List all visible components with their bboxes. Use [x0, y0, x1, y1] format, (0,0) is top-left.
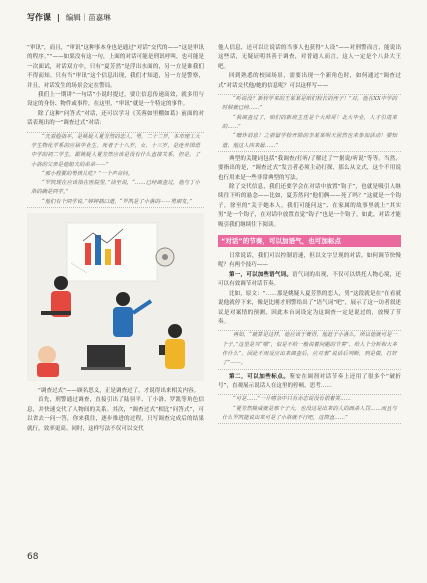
quote-line: 再如，“就算是这样，他应该于赛得，他赶于小落么，所以他就可是一个子。”这里是当“嗯”，似是不给一般说着问题的节奏”，给人个分析和大多作什么”，因此不用反应出来调查后，应对表“说话后判断，到是做，打好了”——。 — [222, 332, 397, 367]
illustration — [27, 213, 204, 381]
paragraph: “调查过式”——顾名思义，正是调查过了，才说得出来相关内容。 — [38, 388, 200, 395]
paragraph: 首先，刑警通过调查，直接引出了陆羽平、丁小洛、罗凯等角色信息，并快速交代了人物间的关系。其次，“调查过式”相比“问答式”，可以省去一问一答，你来我往，逐步推进的过程，只写调查完成后的结果就行，效率更高。同时，这样写法不仅可以交代 — [27, 397, 204, 432]
paragraph: 回到熟悉的校园场景，需要出现一个新角色时，如何通过“调查过式”对话交代他/她的信息呢？可以这样写—— — [218, 73, 401, 89]
left-column — [27, 44, 204, 434]
quote-line: “罗凯现在应该指在医院里，”徐至说，“……已经调查过，他与丁小洛的确是同学。” — [31, 180, 200, 196]
paragraph: 除了交代信息，我们还要学会在对话中放置“钩子”，也就是吸引人继续往下听的悬念——比如，夏芳然问“他们俩——死了吗？”这就是一个钩子，徐至的“关于她本人，我们可能问这”、在家属的故事里就上“其实男”是一个钩子，在对话中放置直觉“钩子”也是一个钩子，如此，对话才能吸引我们继续往下阅读。 — [218, 184, 401, 228]
section-title: 写作课 — [27, 12, 51, 22]
header-separator: | — [57, 12, 60, 22]
person-with-phone-icon — [159, 324, 185, 369]
dialog-examples — [218, 94, 401, 152]
dialog-line: “听说没？新转学来的王某某是咱们校长的侄子！”对，他在XX中学的时候就已经……” — [222, 96, 397, 112]
person-with-laptop-icon — [41, 276, 71, 317]
dialog-line: “我调查过了，咱们的新班主任是个大帅哥！北大毕业，人才引进来的……” — [222, 114, 397, 130]
paragraph-text: 语气词的出现，不仅可以烘托人物心境，还可以有效调节对话节奏。 — [218, 271, 401, 288]
paragraph: 我们上一期讲“一句话”小说时提过，要让信息传递高效，就多用与设定的身份、物件或事件，在这里，“审讯”就是一个特定的事件。 — [27, 92, 204, 108]
paragraph: “审讯”，而且，“审讯”这种事本身也是通过“对话”交代的——“这是审讯的程序。”“——如果没有这一句，上面的对话可能是刑讯呼叫，也可能是一次面试，对话双方中，只有“夏芳然”是浮出水面的，另一方是谁我们不得而知。只有当“审讯”这个信息出现，我们才知道，另一方是警察，并且，对话发生的场景会定在警局。 — [27, 45, 204, 89]
quote-line: “先看脸指平，是姚疑人夏芳然的恋人，男，二十二岁，本市理工大学生物化学系的应届毕业生，死者于十八岁，女，十三岁，是连外国语中学的初二学生，跟姚疑人夏芳然应该是没有什么直接关系，但是，了小洛的父亲是他姐夫的弟弟——” — [31, 133, 200, 168]
quote-block — [218, 330, 401, 369]
paragraph-text: 鉴安在调剂对话节奏上还用了很多个“破折号”，直观展示说话人在这里的停顿，思考…… — [218, 373, 401, 389]
paragraph: 除了这种“问答式”对话，还可以学习《芙蓉如里棚如葛》前面的对话表现出的一“调查过式”对话： — [27, 110, 204, 127]
paragraph: 比如，原文：“……那是姚疑人夏芳然的恋人，男”这段就是在“在看就说他就停下来，像是比刚才刑警给出了”语气词“吧”，展示了这一访者叙述议是对案情的预测，因此本台词设定为这调查一定是说过的，放慢了节奏。 — [218, 290, 401, 325]
quote-line: “他们有个同学说，”婷婷插口道，“罗凯是了小落的——男朋友。” — [42, 198, 193, 205]
quote-block — [27, 132, 204, 208]
paragraph: 日常说话，我们可以控制语速，但以文字呈现的对话，如何调节快慢呢？有两个技巧—— — [218, 253, 401, 269]
paragraph — [218, 271, 401, 290]
page-header — [27, 10, 407, 24]
editor-credit: 编辑｜苗嘉琳 — [65, 12, 111, 22]
right-column — [218, 44, 401, 427]
dialog-line: “赠炸消息！之前留学校开除的李某某明天居然也来参加活动！要知道，他这人向来最……” — [222, 133, 397, 149]
page-number: 68 — [27, 552, 39, 562]
quote-line: “可是……”一片嗜杂中只有赤志说没有很着笑…… — [233, 396, 351, 403]
quote-line: “那小程要的男孩儿吃？”一个声音问。 — [42, 170, 134, 177]
person-pointing-icon — [113, 292, 151, 337]
paragraph: 他人信息，还可以让说话的当事人也获得“人设”——对刑警而言，能说出这些话，无疑证明其善于调查，对普通人而言，这人一定是个八卦大王吧。 — [218, 45, 401, 70]
laptop-icon — [81, 345, 131, 370]
gear-icon — [156, 248, 174, 266]
section-banner: “对话”的节奏，可以加语气，也可加标点 — [218, 235, 401, 247]
illustration-art — [27, 213, 204, 381]
bold-lead: 第一，可以加些语气词。 — [229, 271, 293, 278]
bold-lead: 第二，可以加些标点。 — [229, 373, 290, 380]
paragraph — [218, 373, 401, 392]
paragraph: 典型的关键词包括“我调查/打听/了解过了”“据说/听说”等等。当然，要指出的是，“调查过式”发言者必须主动打探，那么从文式，这个不用说也行用来是一些非常典型的写法。 — [218, 155, 401, 181]
quote-line: “夏芳然桃威就是那个子大，也没这是出来的人的面杀人罚……而且与什么罗凯能说出来可是了小洛就不行吧，这简直……” — [222, 405, 397, 421]
quote-block — [218, 394, 401, 424]
